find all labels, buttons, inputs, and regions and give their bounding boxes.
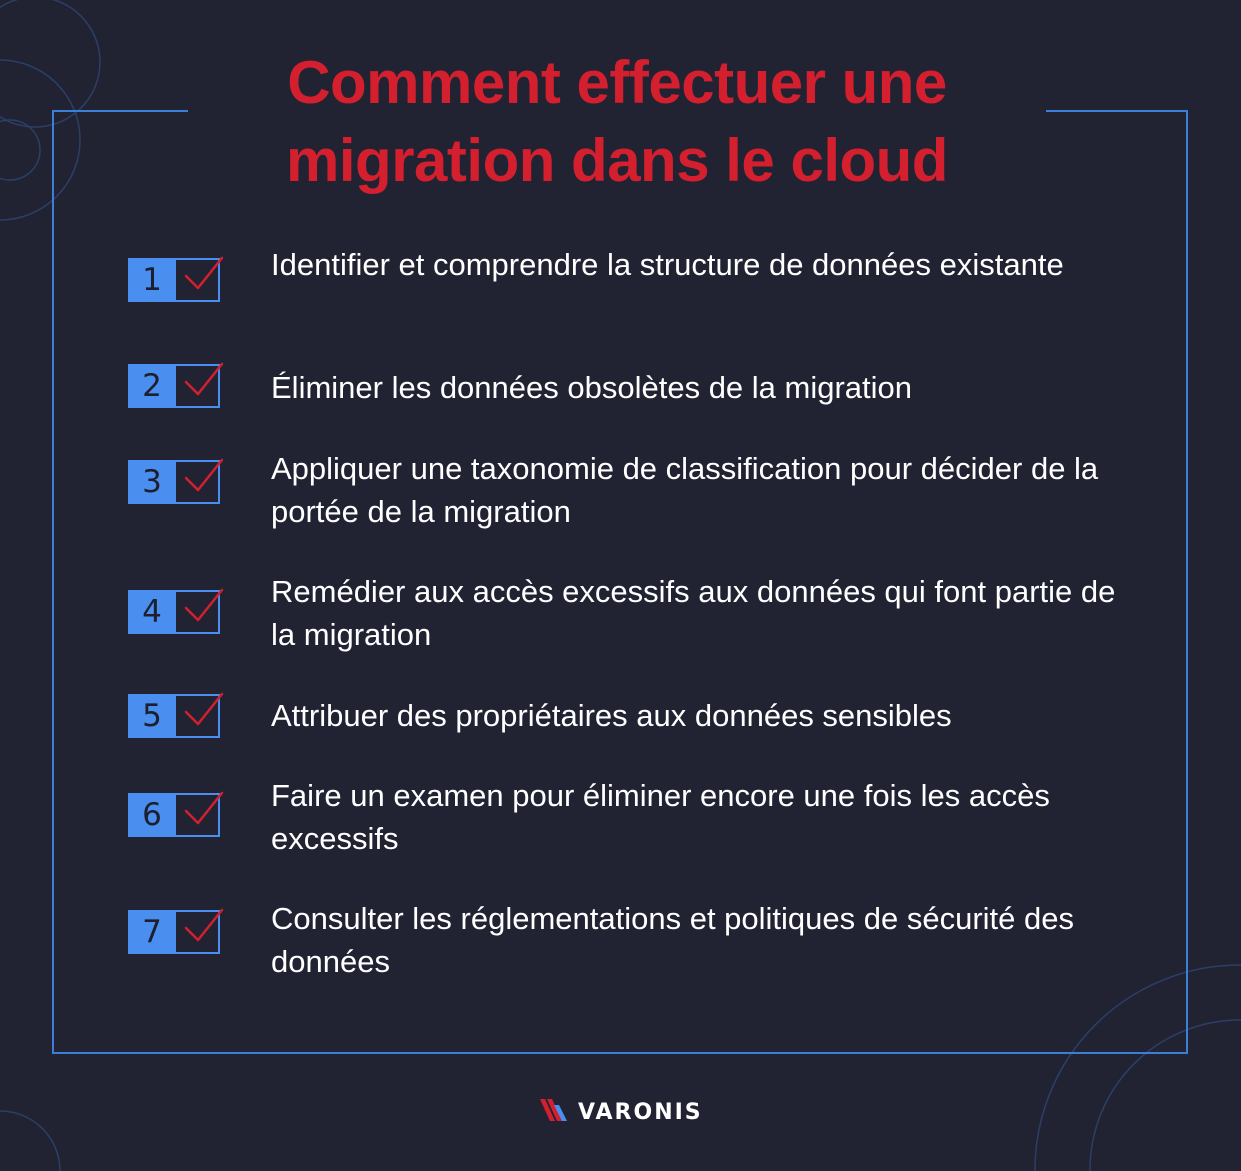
varonis-logo bbox=[538, 1097, 708, 1127]
step-badge bbox=[128, 364, 220, 408]
step-text: Éliminer les données obsolètes de la migration bbox=[271, 370, 913, 405]
checkmark-icon bbox=[174, 582, 224, 634]
step-badge bbox=[128, 793, 220, 837]
checkmark-icon bbox=[174, 686, 224, 738]
step-number: 2 bbox=[128, 364, 176, 408]
checkmark-icon bbox=[174, 250, 224, 302]
checkmark-icon bbox=[174, 902, 224, 954]
step-number: 3 bbox=[128, 460, 176, 504]
step-text: Appliquer une taxonomie de classification pour décider de la portée de la migration bbox=[271, 451, 1099, 529]
step-text: Faire un examen pour éliminer encore une fois les accès excessifs bbox=[271, 778, 1050, 856]
step-number: 1 bbox=[128, 258, 176, 302]
checkmark-icon bbox=[174, 356, 224, 408]
step-badge bbox=[128, 694, 220, 738]
step-badge bbox=[128, 258, 220, 302]
varonis-logo-icon bbox=[538, 1097, 574, 1125]
step-text: Attribuer des propriétaires aux données sensibles bbox=[271, 698, 952, 733]
step-text: Consulter les réglementations et politiques de sécurité des données bbox=[271, 901, 1075, 979]
step-number: 6 bbox=[128, 793, 176, 837]
step-badge bbox=[128, 590, 220, 634]
page-title: Comment effectuer une migration dans le cloud bbox=[286, 49, 948, 194]
logo-wordmark: VARONIS bbox=[578, 1100, 703, 1125]
step-number: 7 bbox=[128, 910, 176, 954]
checkmark-icon bbox=[174, 785, 224, 837]
step-badge bbox=[128, 460, 220, 504]
step-badge bbox=[128, 910, 220, 954]
checkmark-icon bbox=[174, 452, 224, 504]
step-number: 5 bbox=[128, 694, 176, 738]
step-text: Remédier aux accès excessifs aux données qui font partie de la migration bbox=[271, 574, 1116, 652]
step-text: Identifier et comprendre la structure de données existante bbox=[271, 247, 1064, 282]
step-number: 4 bbox=[128, 590, 176, 634]
